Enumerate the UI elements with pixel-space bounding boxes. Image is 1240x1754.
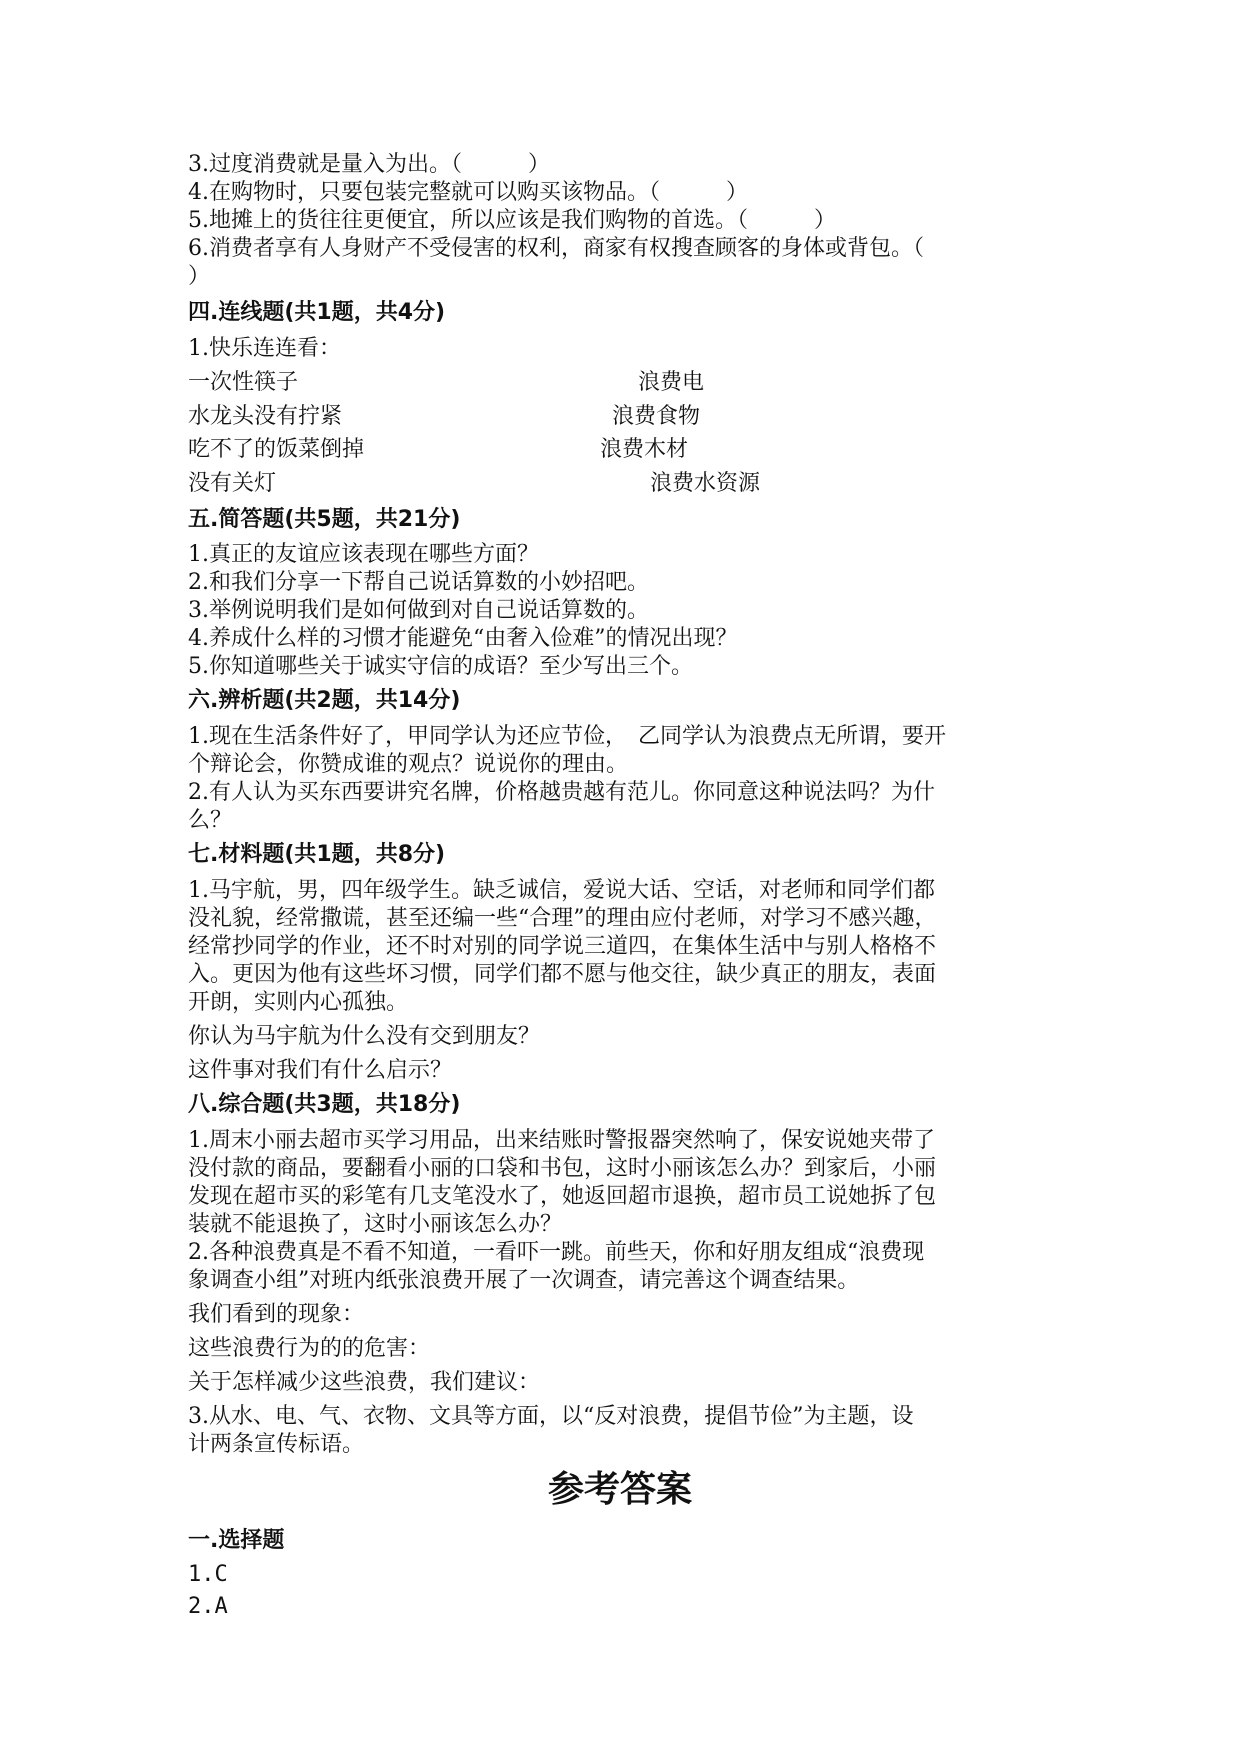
match-left-2: 水龙头没有拧紧 — [188, 404, 343, 429]
section6-line-1: 1.现在生活条件好了，甲同学认为还应节俭， 乙同学认为浪费点无所谓，要开 — [188, 724, 946, 749]
section8-q2-line-2: 象调查小组”对班内纸张浪费开展了一次调查，请完善这个调查结果。 — [188, 1268, 860, 1293]
answer-item-1: 1.C — [188, 1562, 228, 1587]
match-left-4: 没有关灯 — [188, 471, 277, 496]
section8-q3-line-2: 计两条宣传标语。 — [188, 1432, 365, 1457]
section5-item-4: 4.养成什么样的习惯才能避免“由奢入俭难”的情况出现？ — [188, 626, 738, 651]
section8-q3-line-1: 3.从水、电、气、衣物、文具等方面，以“反对浪费，提倡节俭”为主题，设 — [188, 1404, 914, 1429]
judgment-item-3: 3.过度消费就是量入为出。（ ） — [188, 152, 550, 177]
section8-q1-line-3: 发现在超市买的彩笔有几支笔没水了，她返回超市退换，超市员工说她拆了包 — [188, 1184, 937, 1209]
section6-line-4: 么？ — [188, 808, 233, 833]
answer-title: 参考答案 — [547, 1469, 692, 1510]
section7-line-2: 没礼貌，经常撒谎，甚至还编一些“合理”的理由应付老师，对学习不感兴趣， — [188, 906, 937, 931]
section8-q2-line-1: 2.各种浪费真是不看不知道，一看吓一跳。前些天，你和好朋友组成“浪费现 — [188, 1240, 925, 1265]
section8-q1-line-4: 装就不能退换了，这时小丽该怎么办？ — [188, 1212, 563, 1237]
section8-q2-prompt-3: 关于怎样减少这些浪费，我们建议： — [188, 1370, 541, 1395]
match-left-3: 吃不了的饭菜倒掉 — [188, 437, 365, 462]
section6-line-2: 个辩论会，你赞成谁的观点？说说你的理由。 — [188, 752, 629, 777]
section5-item-2: 2.和我们分享一下帮自己说话算数的小妙招吧。 — [188, 570, 649, 595]
match-right-2: 浪费食物 — [612, 404, 701, 429]
section5-item-3: 3.举例说明我们是如何做到对自己说话算数的。 — [188, 598, 649, 623]
match-left-1: 一次性筷子 — [188, 370, 299, 395]
section4-title: 四.连线题(共1题，共4分) — [188, 300, 446, 325]
section7-question-1: 你认为马宇航为什么没有交到朋友？ — [188, 1024, 541, 1049]
section4-intro: 1.快乐连连看： — [188, 336, 341, 361]
section7-question-2: 这件事对我们有什么启示？ — [188, 1058, 453, 1083]
section7-line-1: 1.马宇航，男，四年级学生。缺乏诚信，爱说大话、空话，对老师和同学们都 — [188, 878, 935, 903]
section7-line-3: 经常抄同学的作业，还不时对别的同学说三道四，在集体生活中与别人格格不 — [188, 934, 937, 959]
section5-item-1: 1.真正的友谊应该表现在哪些方面？ — [188, 542, 539, 567]
section7-line-5: 开朗，实则内心孤独。 — [188, 990, 409, 1015]
match-right-3: 浪费木材 — [600, 437, 689, 462]
section7-line-4: 入。更因为他有这些坏习惯，同学们都不愿与他交往，缺少真正的朋友，表面 — [188, 962, 937, 987]
judgment-item-4: 4.在购物时，只要包装完整就可以购买该物品。（ ） — [188, 180, 748, 205]
section5-item-5: 5.你知道哪些关于诚实守信的成语？至少写出三个。 — [188, 654, 693, 679]
section5-title: 五.简答题(共5题，共21分) — [188, 507, 461, 532]
match-right-4: 浪费水资源 — [650, 471, 761, 496]
section7-title: 七.材料题(共1题，共8分) — [188, 842, 446, 867]
section8-q1-line-2: 没付款的商品，要翻看小丽的口袋和书包，这时小丽该怎么办？到家后，小丽 — [188, 1156, 937, 1181]
section8-title: 八.综合题(共3题，共18分) — [188, 1092, 461, 1117]
judgment-item-5: 5.地摊上的货往往更便宜，所以应该是我们购物的首选。（ ） — [188, 208, 836, 233]
section8-q2-prompt-2: 这些浪费行为的的危害： — [188, 1336, 431, 1361]
section6-title: 六.辨析题(共2题，共14分) — [188, 688, 461, 713]
judgment-item-6-cont: ） — [188, 264, 211, 289]
judgment-item-6: 6.消费者享有人身财产不受侵害的权利，商家有权搜查顾客的身体或背包。（ — [188, 236, 924, 261]
section8-q1-line-1: 1.周末小丽去超市买学习用品，出来结账时警报器突然响了，保安说她夹带了 — [188, 1128, 935, 1153]
section8-q2-prompt-1: 我们看到的现象： — [188, 1302, 365, 1327]
answers-section1-title: 一.选择题 — [188, 1528, 285, 1553]
match-right-1: 浪费电 — [638, 370, 705, 395]
section6-line-3: 2.有人认为买东西要讲究名牌，价格越贵越有范儿。你同意这种说法吗？为什 — [188, 780, 935, 805]
answer-item-2: 2.A — [188, 1594, 228, 1619]
